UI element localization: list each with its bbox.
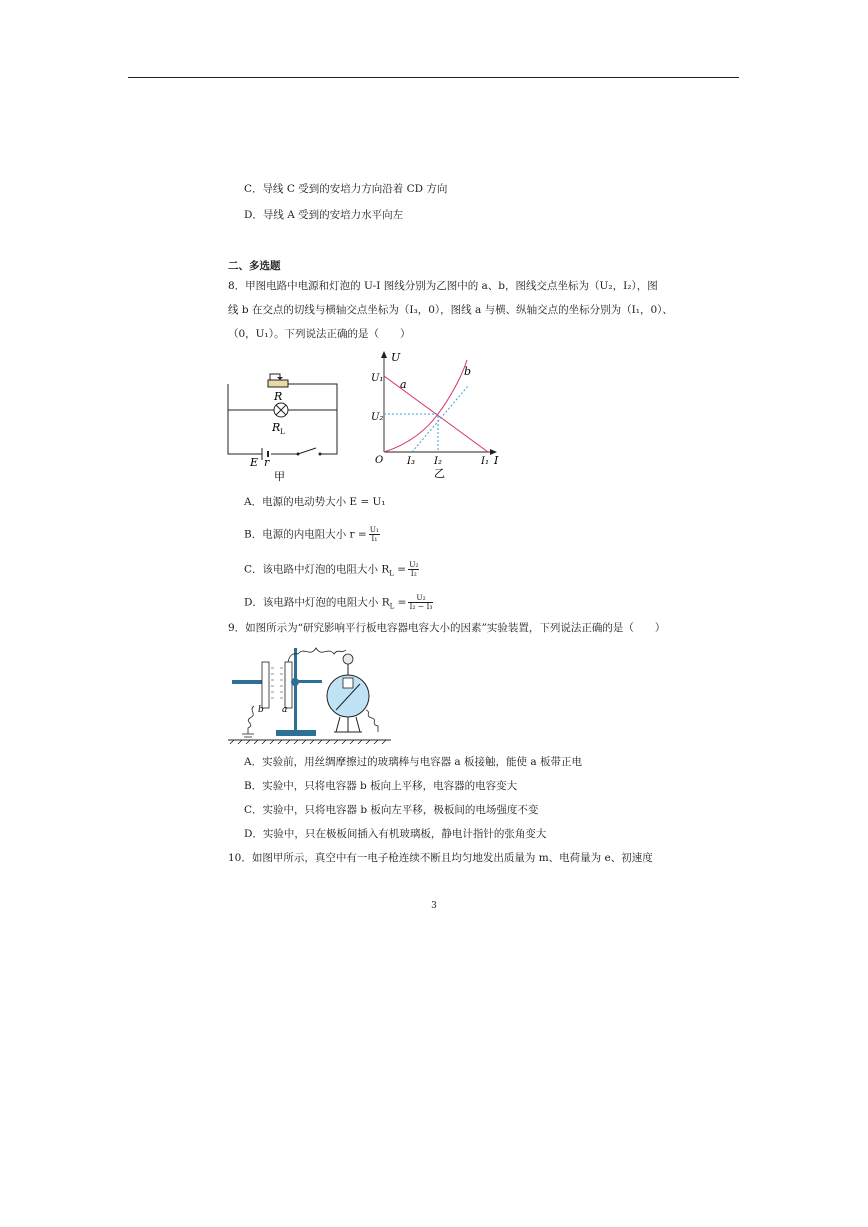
q9-option-b: B．实验中，只将电容器 b 板向上平移，电容器的电容变大 <box>244 780 518 792</box>
section-heading: 二、多选题 <box>228 260 281 272</box>
q8-option-b: B．电源的内电阻大小 r = $\frac{\text{U₁}}{\text{I₁}}$ <box>244 525 380 543</box>
svg-text:a: a <box>400 378 407 391</box>
svg-text:I₂: I₂ <box>434 456 442 467</box>
q10-stem: 10．如图甲所示，真空中有一电子枪连续不断且均匀地发出质量为 m、电荷量为 e、初速度 <box>228 852 653 864</box>
svg-text:b: b <box>258 705 264 715</box>
q8-line-2: 线 b 在交点的切线与横轴交点坐标为（I₃，0），图线 a 与横、纵轴交点的坐标分别为（I₁，0）、 <box>228 304 673 316</box>
plate-a <box>285 662 292 708</box>
rheostat <box>268 380 288 387</box>
label-RL-sub: L <box>280 428 285 436</box>
caption-jia: 甲 <box>274 470 285 483</box>
q8-option-c: C．该电路中灯泡的电阻大小 $R_L$ = $\frac{\text{U₂}}{\text{I₂}}$ <box>244 560 419 578</box>
q8-line-3: （0，U₁）。下列说法正确的是（ ） <box>228 328 411 340</box>
svg-text:b: b <box>464 365 472 378</box>
circuit-diagram <box>220 360 350 485</box>
q9-option-a: A．实验前，用丝绸摩擦过的玻璃棒与电容器 a 板接触，能使 a 板带正电 <box>244 756 582 768</box>
page-number: 3 <box>431 901 437 911</box>
capacitor-apparatus <box>226 640 396 746</box>
q9-stem: 9．如图所示为“研究影响平行板电容器电容大小的因素”实验装置，下列说法正确的是（ ） <box>228 622 666 634</box>
guide-lines <box>384 414 438 452</box>
q9-option-c: C．实验中，只将电容器 b 板向左平移，极板间的电场强度不变 <box>244 804 539 816</box>
svg-text:I₁: I₁ <box>481 456 489 467</box>
svg-text:I: I <box>494 454 499 467</box>
label-E: E <box>250 456 259 469</box>
svg-text:U₂: U₂ <box>371 412 384 423</box>
svg-text:a: a <box>282 705 288 715</box>
svg-text:U₁: U₁ <box>371 373 384 384</box>
svg-text:U: U <box>391 351 401 364</box>
svg-text:O: O <box>375 455 384 466</box>
svg-text:I₃: I₃ <box>407 456 415 467</box>
label-RL: R <box>272 421 281 434</box>
label-r: r <box>264 456 270 469</box>
q9-option-d: D．实验中，只在极板间插入有机玻璃板，静电计指针的张角变大 <box>244 828 547 840</box>
q8-option-a: A．电源的电动势大小 E = U₁ <box>244 496 386 508</box>
plate-b <box>262 662 269 708</box>
tangent-line <box>412 386 468 452</box>
q8-line-1: 8．甲图电路中电源和灯泡的 U-I 图线分别为乙图中的 a、b，图线交点坐标为（U₂，I₂），图 <box>228 280 658 292</box>
electrometer-knob <box>343 654 353 664</box>
option-c-prev: C．导线 C 受到的安培力方向沿着 CD 方向 <box>244 183 448 195</box>
option-d-prev: D．导线 A 受到的安培力水平向左 <box>244 209 404 221</box>
q8-option-d: D．该电路中灯泡的电阻大小 $R_L$ = $\frac{\text{U₂}}{\text{I₂ − I₃}}$ <box>244 593 433 611</box>
ui-graph <box>370 348 510 482</box>
caption-yi: 乙 <box>434 467 445 480</box>
header-rule <box>128 77 739 78</box>
label-R: R <box>274 390 283 403</box>
